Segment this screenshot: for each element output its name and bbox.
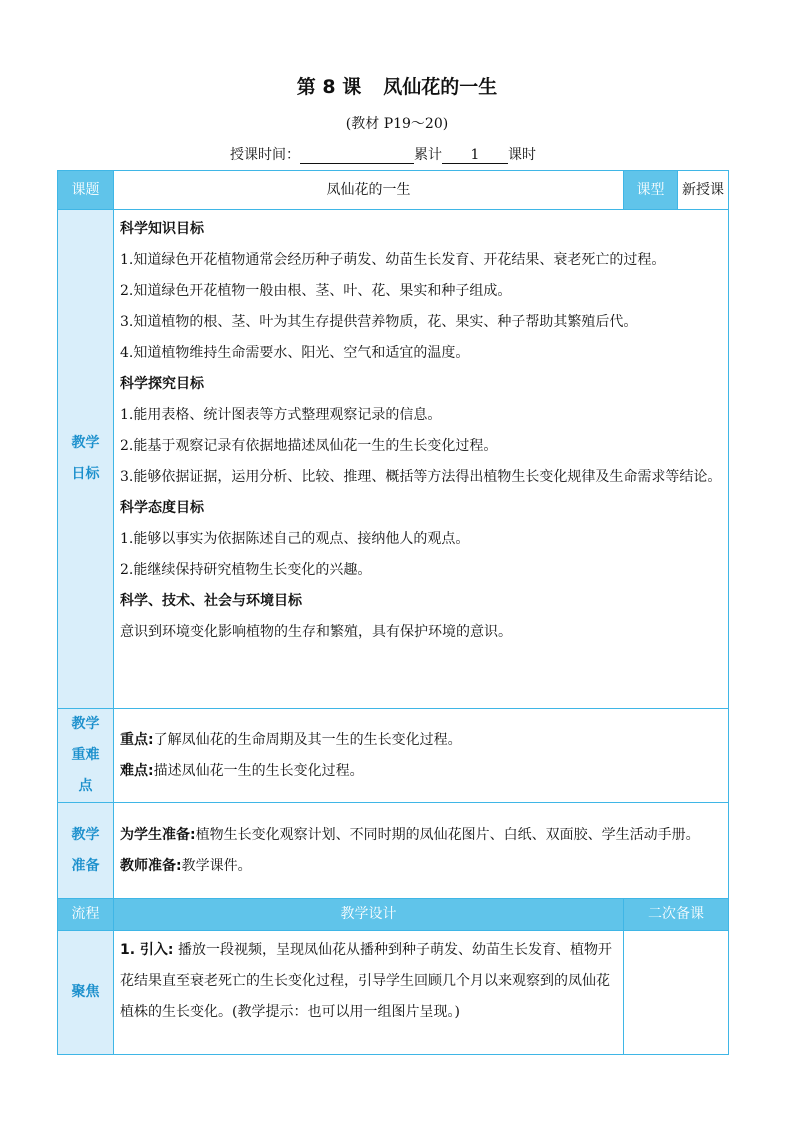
attitude-item-2: 2.能继续保持研究植物生长变化的兴趣。 [120, 562, 372, 578]
inquiry-item-1: 1.能用表格、统计图表等方式整理观察记录的信息。 [120, 407, 442, 423]
second-prep-cell [624, 931, 729, 1055]
focus-content [114, 931, 624, 1055]
sts-item-1: 意识到环境变化影响植物的生存和繁殖，具有保护环境的意识。 [120, 624, 512, 640]
attitude-heading: 科学态度目标 [120, 500, 204, 516]
keypoints-content [114, 709, 729, 803]
cumulative-label: 累计 [414, 147, 442, 163]
focus-step: 1. 引入: 播放一段视频，呈现凤仙花从播种到种子萌发、幼苗生长发育、植物开花结果直至衰老死亡的生长变化过程，引导学生回顾几个月以来观察到的凤仙花植株的生长变化。(教学提示：也可以用一组图片呈现。) [120, 942, 612, 1020]
focus-label: 聚焦 [58, 931, 114, 1055]
page-title [0, 72, 794, 99]
time-blank [300, 147, 414, 164]
design-label: 教学设计 [114, 899, 624, 931]
time-label: 授课时间： [230, 147, 300, 163]
knowledge-heading: 科学知识目标 [120, 221, 204, 237]
objectives-label: 教学日标 [58, 210, 114, 709]
preparation-label: 教学准备 [58, 803, 114, 899]
flow-label: 流程 [58, 899, 114, 931]
lesson-number: 第 8 课 [296, 76, 362, 98]
difficult-point: 难点:描述凤仙花一生的生长变化过程。 [120, 762, 364, 779]
period-label: 课时 [508, 147, 536, 163]
cumulative-value: 1 [442, 147, 508, 164]
preparation-content [114, 803, 729, 899]
knowledge-item-1: 1.知道绿色开花植物通常会经历种子萌发、幼苗生长发育、开花结果、衰老死亡的过程。 [120, 252, 666, 268]
type-value: 新授课 [678, 171, 729, 210]
key-point: 重点:了解凤仙花的生命周期及其一生的生长变化过程。 [120, 731, 462, 748]
teacher-preparation: 教师准备:教学课件。 [120, 857, 252, 874]
textbook-pages: (教材 P19～20) [345, 116, 449, 132]
lesson-plan-table [57, 170, 729, 1055]
objectives-content [114, 210, 729, 709]
type-label: 课型 [624, 171, 678, 210]
knowledge-item-3: 3.知道植物的根、茎、叶为其生存提供营养物质，花、果实、种子帮助其繁殖后代。 [120, 314, 638, 330]
inquiry-item-2: 2.能基于观察记录有依据地描述凤仙花一生的生长变化过程。 [120, 438, 498, 454]
knowledge-item-4: 4.知道植物维持生命需要水、阳光、空气和适宜的温度。 [120, 345, 470, 361]
knowledge-item-2: 2.知道绿色开花植物一般由根、茎、叶、花、果实和种子组成。 [120, 283, 512, 299]
schedule-line [230, 144, 536, 164]
inquiry-heading: 科学探究目标 [120, 376, 204, 392]
attitude-item-1: 1.能够以事实为依据陈述自己的观点、接纳他人的观点。 [120, 531, 470, 547]
keypoints-label: 教学重难点 [58, 709, 114, 803]
student-preparation: 为学生准备:植物生长变化观察计划、不同时期的凤仙花图片、白纸、双面胶、学生活动手册。 [120, 826, 700, 843]
sts-heading: 科学、技术、社会与环境目标 [120, 593, 302, 609]
second-prep-label: 二次备课 [624, 899, 729, 931]
topic-value: 凤仙花的一生 [114, 171, 624, 210]
inquiry-item-3: 3.能够依据证据，运用分析、比较、推理、概括等方法得出植物生长变化规律及生命需求等结论。 [120, 469, 722, 485]
lesson-title: 凤仙花的一生 [383, 76, 498, 98]
topic-label: 课题 [58, 171, 114, 210]
